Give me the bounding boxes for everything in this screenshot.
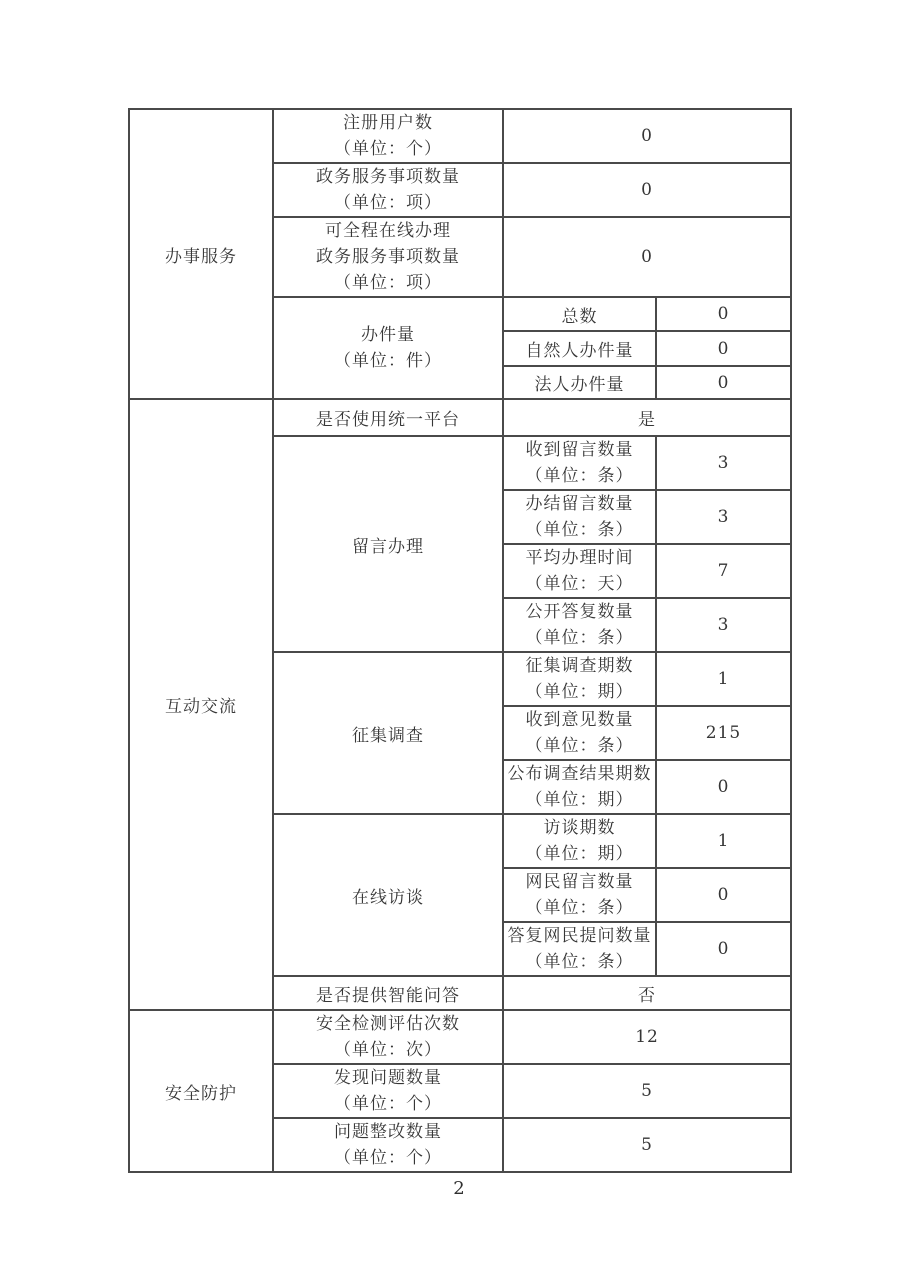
group-name: 办件量 — [361, 325, 415, 345]
item-cell — [273, 217, 503, 297]
item-unit: （单位：项） — [334, 193, 442, 213]
subitem-name: 收到意见数量 — [525, 710, 634, 730]
item-cell — [273, 1010, 503, 1064]
subitem-name: 访谈期数 — [543, 818, 616, 838]
subitem-name: 答复网民提问数量 — [507, 926, 652, 946]
subitem-value: 0 — [656, 366, 791, 399]
subitem-value: 3 — [656, 598, 791, 652]
group-cell: 留言办理 — [273, 436, 503, 652]
subitem-value: 0 — [656, 297, 791, 331]
item-value: 0 — [503, 163, 791, 217]
item-name: 是否使用统一平台 — [273, 399, 503, 436]
item-value: 12 — [503, 1010, 791, 1064]
item-value: 否 — [503, 976, 791, 1010]
item-value: 0 — [503, 109, 791, 163]
subitem-cell — [503, 814, 656, 868]
item-name: 安全检测评估次数 — [316, 1014, 460, 1034]
item-cell — [273, 109, 503, 163]
subitem-value: 0 — [656, 760, 791, 814]
item-unit: （单位：个） — [334, 1148, 442, 1168]
subitem-name: 总数 — [503, 297, 656, 331]
subitem-value: 1 — [656, 814, 791, 868]
subitem-unit: （单位：条） — [525, 466, 634, 486]
section-label: 办事服务 — [129, 109, 273, 399]
subitem-name: 自然人办件量 — [503, 331, 656, 366]
section-label: 互动交流 — [129, 399, 273, 1010]
subitem-cell — [503, 544, 656, 598]
item-value: 5 — [503, 1064, 791, 1118]
item-cell — [273, 1064, 503, 1118]
subitem-unit: （单位：条） — [525, 898, 634, 918]
subitem-unit: （单位：条） — [525, 952, 634, 972]
subitem-name: 征集调查期数 — [525, 656, 634, 676]
subitem-value: 7 — [656, 544, 791, 598]
subitem-cell — [503, 868, 656, 922]
subitem-name: 办结留言数量 — [525, 494, 634, 514]
subitem-unit: （单位：期） — [525, 790, 634, 810]
subitem-cell — [503, 490, 656, 544]
subitem-cell — [503, 760, 656, 814]
subitem-cell — [503, 652, 656, 706]
subitem-unit: （单位：条） — [525, 520, 634, 540]
item-name: 政务服务事项数量 — [316, 247, 460, 267]
subitem-unit: （单位：期） — [525, 844, 634, 864]
subitem-value: 0 — [656, 331, 791, 366]
item-cell — [273, 163, 503, 217]
subitem-cell — [503, 598, 656, 652]
subitem-name: 公开答复数量 — [525, 602, 634, 622]
subitem-unit: （单位：天） — [525, 574, 634, 594]
subitem-name: 法人办件量 — [503, 366, 656, 399]
subitem-value: 0 — [656, 922, 791, 976]
item-name: 发现问题数量 — [334, 1068, 442, 1088]
subitem-value: 3 — [656, 436, 791, 490]
group-cell: 在线访谈 — [273, 814, 503, 976]
subitem-value: 0 — [656, 868, 791, 922]
item-value: 5 — [503, 1118, 791, 1172]
item-unit: （单位：个） — [334, 1094, 442, 1114]
subitem-cell — [503, 706, 656, 760]
item-cell — [273, 1118, 503, 1172]
subitem-name: 公布调查结果期数 — [507, 764, 652, 784]
subitem-name: 平均办理时间 — [525, 548, 634, 568]
subitem-unit: （单位：条） — [525, 628, 634, 648]
subitem-name: 收到留言数量 — [525, 440, 634, 460]
subitem-value: 215 — [656, 706, 791, 760]
subitem-unit: （单位：条） — [525, 736, 634, 756]
item-unit: （单位：次） — [334, 1040, 442, 1060]
subitem-unit: （单位：期） — [525, 682, 634, 702]
subitem-cell — [503, 922, 656, 976]
report-table — [128, 108, 792, 1173]
item-name: 政务服务事项数量 — [316, 167, 460, 187]
subitem-value: 1 — [656, 652, 791, 706]
group-cell — [273, 297, 503, 399]
item-unit: （单位：项） — [334, 273, 442, 293]
item-value: 是 — [503, 399, 791, 436]
subitem-cell — [503, 436, 656, 490]
subitem-value: 3 — [656, 490, 791, 544]
table-row — [129, 1010, 791, 1064]
item-value: 0 — [503, 217, 791, 297]
item-unit: （单位：个） — [334, 139, 442, 159]
item-name: 是否提供智能问答 — [273, 976, 503, 1010]
table-row — [129, 399, 791, 436]
section-label: 安全防护 — [129, 1010, 273, 1172]
page-number: 2 — [453, 1178, 465, 1199]
item-name: 可全程在线办理 — [325, 221, 451, 241]
subitem-name: 网民留言数量 — [525, 872, 634, 892]
group-unit: （单位：件） — [334, 351, 442, 371]
item-name: 问题整改数量 — [334, 1122, 442, 1142]
group-cell: 征集调查 — [273, 652, 503, 814]
item-name: 注册用户数 — [343, 113, 433, 133]
table-row — [129, 109, 791, 163]
